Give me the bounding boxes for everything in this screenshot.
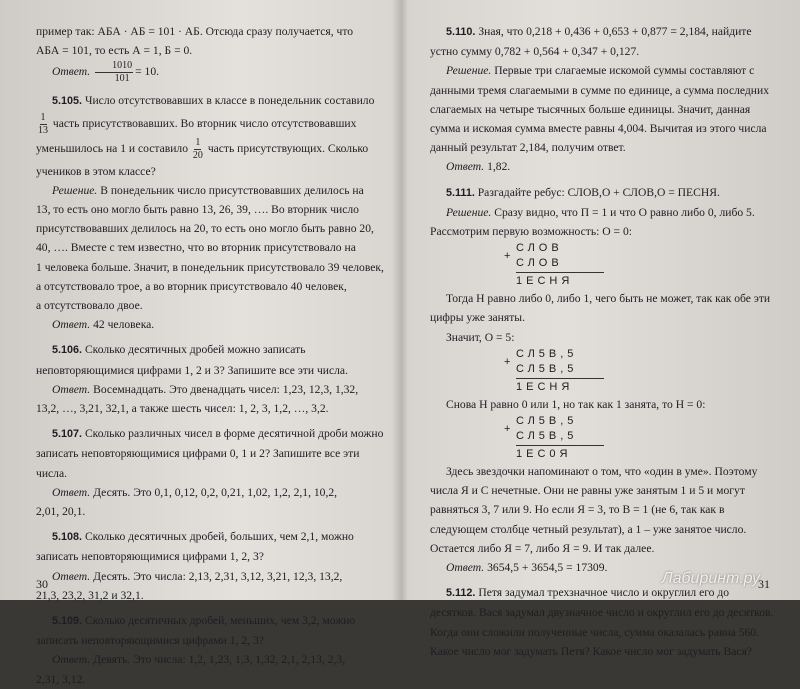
problem-5-110: 5.110. Зная, что 0,218 + 0,436 + 0,653 + 0,877 = 2,184, найдите устно сумму 0,782 + 0,564 + 0,347 + 0,127.: [430, 25, 752, 59]
rebus-second: + СЛ5В,5 СЛ5В,5 1ЕСНЯ: [516, 347, 774, 395]
page-number: 30: [36, 577, 48, 591]
rebus-first: + СЛОВ СЛОВ 1ЕСНЯ: [516, 241, 774, 289]
solution-5-105: Решение. В понедельник число присутствовавших делилось на: [52, 183, 364, 197]
text-line: 2,31, 3,12.: [36, 672, 86, 686]
left-page: [0, 0, 398, 686]
text-line: 2,01, 20,1.: [36, 505, 86, 519]
text-paragraph: Тогда Н равно либо 0, либо 1, чего быть не может, так как обе эти цифры уже заняты.: [430, 292, 771, 325]
left-page-text: [36, 22, 384, 689]
text-line: пример так: АБА · АБ = 101 · АБ. Отсюда сразу получается, что: [36, 25, 354, 38]
text-line: 13,2, …, 3,21, 32,1, а также шесть чисел: 1, 2, 3, 1,2, …, 3,2.: [36, 402, 329, 416]
labirint-watermark: Лабиринт.ру: [661, 570, 760, 587]
problem-5-111: 5.111. Разгадайте ребус: СЛОВ,О + СЛОВ,О = ПЕСНЯ.: [446, 185, 720, 199]
answer-5-111: Ответ. 3654,5 + 3654,5 = 17309.: [446, 561, 608, 575]
answer-5-105: Ответ. 42 человека.: [52, 318, 155, 332]
answer-5-107: Ответ. Десять. Это 0,1, 0,12, 0,2, 0,21, 1,02, 1,2, 2,1, 10,2,: [52, 485, 338, 499]
text-line: 21,3, 23,2, 31,2 и 32,1.: [36, 588, 144, 602]
text-line: учеников в этом классе?: [36, 164, 156, 178]
answer-5-106: Ответ. Восемнадцать. Это двенадцать чисел: 1,23, 12,3, 1,32,: [52, 382, 359, 396]
fraction: $\frac{1010}{101}$: [95, 60, 133, 85]
problem-5-105: 5.105. Число отсутствовавших в классе в понедельник составило: [52, 94, 375, 108]
text-line: 13, то есть оно могло быть равно 13, 26, 39, …. Во вторник число: [36, 203, 359, 217]
problem-5-108: 5.108. Сколько десятичных дробей, больших, чем 2,1, можно записать неповторяющимися цифрами 1, 2, 3?: [36, 530, 354, 564]
problem-5-112: 5.112. Петя задумал трехзначное число и округлил его до десятков. Вася задумал двузначное число и округлил его до десятков. Когда они сложили полученные числа, сумма оказалась равна 560. Какое число мог задумать Петя? Какое число мог задумать Вася?: [430, 586, 774, 658]
text-line: $\frac{1}{13}$ часть присутствовавших. Во вторник число отсутствовавших: [38, 111, 357, 136]
text-paragraph: Здесь звездочки напоминают о том, что «один в уме». Поэтому числа Я и С нечетные. Они не равны уже занятым 1 и 5 и могут равняться 3, 7 или 9. Но если Я = 3, то В = 1 (не 6, так как в следующем столбце четный результат), а 1 – уже занятое число. Остается либо Я = 7, либо Я = 9. И так далее.: [430, 465, 758, 555]
solution-5-111: Решение. Сразу видно, что П = 1 и что О равно либо 0, либо 5. Рассмотрим первую возможность: О = 0:: [430, 205, 755, 239]
fraction: $\frac{1}{13}$: [38, 111, 48, 136]
answer-5-110: Ответ. 1,82.: [446, 160, 511, 174]
right-page-text: [430, 22, 774, 661]
text-line: АБА = 101, то есть А = 1, Б = 0.: [36, 44, 193, 58]
problem-5-107: 5.107. Сколько различных чисел в форме десятичной дроби можно записать неповторяющимися цифрами 0, 1 и 2? Запишите все эти числа.: [36, 427, 384, 480]
text-line: 1 человека больше. Значит, в понедельник присутствовало 39 человек,: [36, 260, 384, 274]
answer-5-109: Ответ. Девять. Это числа: 1,2, 1,23, 1,3, 1,32, 2,1, 2,13, 2,3,: [52, 653, 346, 667]
rebus-third: + СЛ5В,5 СЛ5В,5 1ЕС0Я: [516, 414, 774, 462]
answer-5-104: Ответ. $\frac{1010}{101}$ = 10.: [52, 60, 160, 85]
text-line: уменьшилось на 1 и составило $\frac{1}{20}$ часть присутствующих. Сколько: [36, 136, 369, 161]
text-line: 40, …. Вместе с тем известно, что во вторник присутствовало на: [36, 241, 356, 255]
solution-5-110: Решение. Первые три слагаемые искомой суммы составляют с данными тремя слагаемыми в сумме по единице, а сумма последних слагаемых на четыре тысячных больше единицы. Значит, данная сумма и искомая сумма вместе равны 4,004. Вычитая из этого числа данный результат 2,184, получим ответ.: [430, 64, 770, 155]
text-line: а отсутствовало двое.: [36, 299, 143, 313]
text-line: а отсутствовало трое, а во вторник присутствовало 40 человек,: [36, 279, 347, 293]
problem-5-106: 5.106. Сколько десятичных дробей можно записать неповторяющимися цифрами 1, 2 и 3? Запишите все эти числа.: [36, 343, 348, 377]
text-line: Значит, О = 5:: [446, 330, 515, 344]
text-line: Снова Н равно 0 или 1, но так как 1 занята, то Н = 0:: [446, 397, 706, 411]
page-number: 31: [758, 577, 770, 591]
fraction: $\frac{1}{20}$: [192, 136, 203, 161]
answer-5-108: Ответ. Десять. Это числа: 2,13, 2,31, 3,12, 3,21, 12,3, 13,2,: [52, 569, 343, 583]
problem-5-109: 5.109. Сколько десятичных дробей, меньших, чем 3,2, можно записать неповторяющимися цифрами 1, 2, 3?: [36, 614, 356, 648]
right-page: [404, 0, 800, 658]
text-line: присутствовавших делилось на 20, то есть оно могло быть равно 20,: [36, 222, 374, 236]
